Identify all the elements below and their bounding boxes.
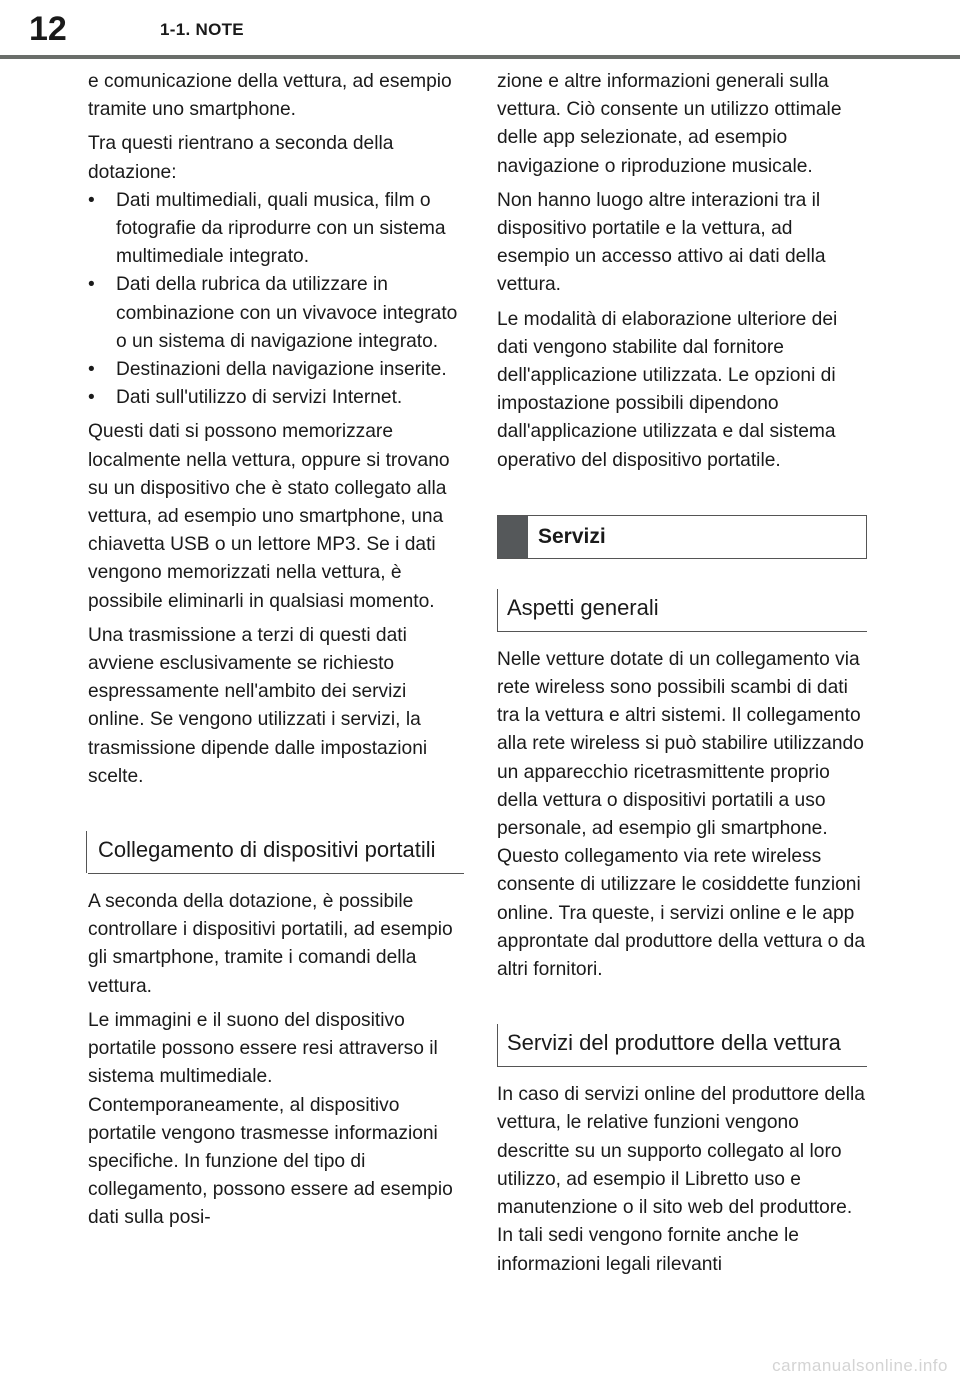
subsection-heading-text: Servizi del produttore della vettura: [507, 1030, 841, 1056]
watermark: carmanualsonline.info: [772, 1356, 948, 1375]
page-number: 12: [29, 10, 67, 48]
paragraph: Nelle vetture dotate di un collegamento via rete wireless sono possibili scambi di dati tra la vettura e altri sistemi. Il collegamento alla rete wireless si può stabilire utilizzando un apparecchio ricetrasmittente proprio della vettura o dispositivi portatili a uso personale, ad esempio gli smartphone. Questo collegamento via rete wireless consente di utilizzare le cosiddette funzioni online. Tra queste, i servizi online e le app approntate dal produttore della vettura o da altri fornitori.: [497, 648, 866, 981]
header-divider: [0, 55, 960, 59]
bullet-list: [88, 187, 458, 413]
paragraph: Le modalità di elaborazione ulteriore dei dati vengono stabilite dal fornitore dell'applicazione utilizzata. Le opzioni di impostazione possibili dipendono dall'applicazione utilizzata e dal sistema operativo del dispositivo portatile.: [497, 308, 838, 471]
list-item: • Dati della rubrica da utilizzare in combinazione con un vivavoce integrato o un sistema di navigazione integrato.: [88, 271, 458, 356]
section-title: 1-1. NOTE: [160, 20, 244, 39]
paragraph: e comunicazione della vettura, ad esempio tramite uno smartphone.: [88, 71, 452, 121]
page-header: [0, 0, 960, 62]
paragraph: In caso di servizi online del produttore della vettura, le relative funzioni vengono descritte su un supporto collegato al loro utilizzo, ad esempio il Libretto uso e manutenzione o il sito web del produttore. In tali sedi vengono fornite anche le informazioni legali rilevanti: [497, 1084, 865, 1275]
paragraph: Non hanno luogo altre interazioni tra il dispositivo portatile e la vettura, ad esempio un accesso attivo ai dati della vettura.: [497, 189, 826, 296]
list-item: • Dati sull'utilizzo di servizi Internet.: [88, 384, 458, 412]
subsection-heading-text: Aspetti generali: [507, 594, 659, 620]
paragraph: Una trasmissione a terzi di questi dati avviene esclusivamente se richiesto espressamente nell'ambito dei servizi online. Se vengono utilizzati i servizi, la trasmissione dipende dalle impostazioni scelte.: [88, 624, 428, 787]
list-item: • Dati multimediali, quali musica, film o fotografie da riprodurre con un sistema multimediale integrato.: [88, 187, 458, 272]
subsection-heading: [88, 827, 464, 874]
paragraph: Questi dati si possono memorizzare localmente nella vettura, oppure si trovano su un dispositivo che è stato collegato alla vettura, ad esempio uno smartphone, una chiavetta USB o un lettore MP3. Se i dati vengono memorizzati nella vettura, è possibile eliminarli in qualsiasi momento.: [88, 421, 450, 612]
paragraph: A seconda della dotazione, è possibile controllare i dispositivi portatili, ad esempio gli smartphone, tramite i comandi della vettura.: [88, 891, 453, 997]
subsection-heading: [497, 585, 867, 632]
paragraph: Le immagini e il suono del dispositivo portatile possono essere resi attraverso il sistema multimediale. Contemporaneamente, al dispositivo portatile vengono trasmesse informazioni specifiche. In funzione del tipo di collegamento, possono essere ad esempio dati sulla posi-: [88, 1009, 453, 1229]
subsection-heading-text: Collegamento di dispositivi portatili: [98, 837, 436, 863]
heading-marker-bar: [498, 516, 528, 558]
subsection-heading: [497, 1020, 867, 1067]
list-item: • Destinazioni della navigazione inserite.: [88, 356, 458, 384]
section-heading-box: [497, 515, 867, 559]
right-column: [497, 68, 867, 1285]
section-heading-text: Servizi: [538, 524, 606, 548]
left-column: [88, 68, 458, 1239]
paragraph: Tra questi rientrano a seconda della dotazione:: [88, 133, 394, 183]
paragraph: zione e altre informazioni generali sulla vettura. Ciò consente un utilizzo ottimale delle app selezionate, ad esempio navigazione o riproduzione musicale.: [497, 71, 842, 177]
